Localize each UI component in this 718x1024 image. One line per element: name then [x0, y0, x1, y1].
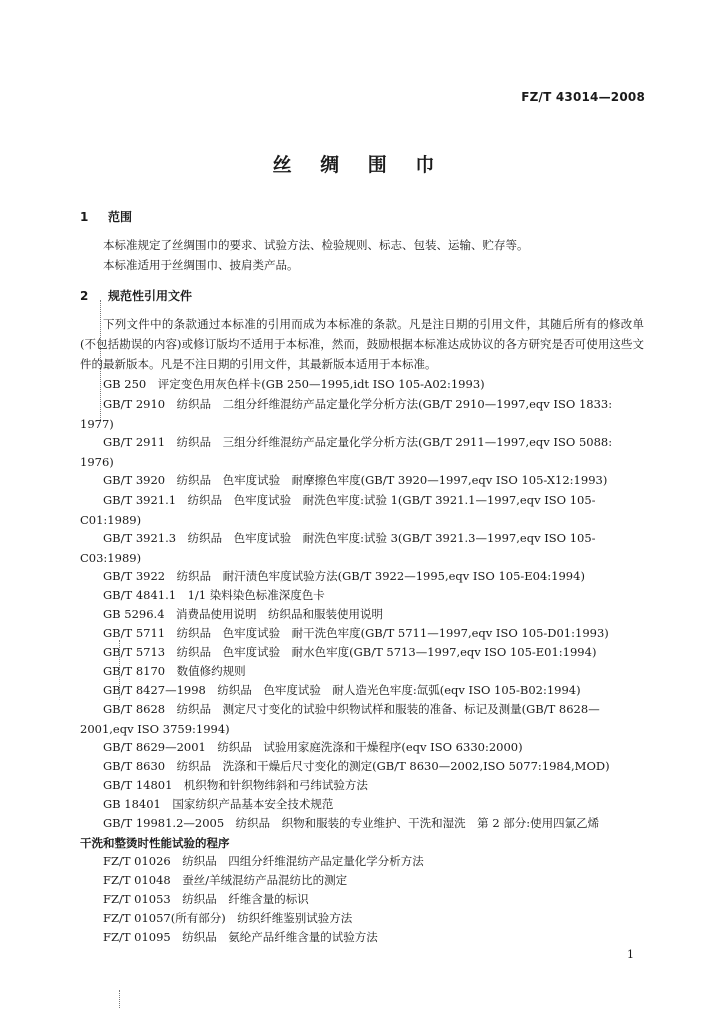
reference-item: GB 250 评定变色用灰色样卡(GB 250—1995,idt ISO 105-A02:1993): [103, 377, 485, 391]
section-number: 2: [80, 289, 89, 303]
paragraph: 本标准规定了丝绸围巾的要求、试验方法、检验规则、标志、包装、运输、贮存等。: [103, 238, 529, 252]
reference-item: GB/T 3921.1 纺织品 色牢度试验 耐洗色牢度:试验 1(GB/T 3921.1—1997,eqv ISO 105- C01:1989): [80, 493, 596, 527]
section-2-heading: [80, 287, 192, 304]
reference-item: GB/T 3922 纺织品 耐汗渍色牢度试验方法(GB/T 3922—1995,eqv ISO 105-E04:1994): [103, 569, 585, 583]
standard-number: FZ/T 43014—2008: [521, 90, 645, 104]
scan-mark: [119, 640, 120, 700]
reference-item: GB/T 19981.2—2005 纺织品 织物和服装的专业维护、干洗和湿洗 第 2 部分:使用四氯乙烯 干洗和整烫时性能试验的程序: [80, 816, 600, 850]
reference-item: GB/T 8629—2001 纺织品 试验用家庭洗涤和干燥程序(eqv ISO 6330:2000): [103, 740, 523, 754]
section-title: 规范性引用文件: [108, 289, 193, 303]
page-number: 1: [627, 948, 634, 961]
section-title: 范围: [108, 210, 133, 224]
reference-item: GB/T 14801 机织物和针织物纬斜和弓纬试验方法: [103, 778, 368, 792]
reference-item: GB/T 8630 纺织品 洗涤和干燥后尺寸变化的测定(GB/T 8630—2002,ISO 5077:1984,MOD): [103, 759, 610, 773]
reference-item: GB/T 8628 纺织品 测定尺寸变化的试验中织物试样和服装的准备、标记及测量(GB/T 8628— 2001,eqv ISO 3759:1994): [80, 702, 600, 736]
reference-item: FZ/T 01026 纺织品 四组分纤维混纺产品定量化学分析方法: [103, 854, 424, 868]
reference-item: GB/T 2910 纺织品 二组分纤维混纺产品定量化学分析方法(GB/T 2910—1997,eqv ISO 1833: 1977): [80, 397, 613, 431]
reference-item: GB/T 3921.3 纺织品 色牢度试验 耐洗色牢度:试验 3(GB/T 3921.3—1997,eqv ISO 105- C03:1989): [80, 531, 596, 565]
reference-item: GB 5296.4 消费品使用说明 纺织品和服装使用说明: [103, 607, 384, 621]
reference-item: FZ/T 01048 蚕丝/羊绒混纺产品混纺比的测定: [103, 873, 348, 887]
scan-mark: [100, 300, 101, 422]
reference-item: GB/T 8170 数值修约规则: [103, 664, 246, 678]
reference-item: FZ/T 01057(所有部分) 纺织纤维鉴别试验方法: [103, 911, 353, 925]
paragraph: 本标准适用于丝绸围巾、披肩类产品。: [103, 258, 299, 272]
scan-mark: [119, 990, 120, 1008]
section-1-heading: [80, 208, 132, 225]
reference-item: FZ/T 01053 纺织品 纤维含量的标识: [103, 892, 309, 906]
reference-item: GB/T 5713 纺织品 色牢度试验 耐水色牢度(GB/T 5713—1997,eqv ISO 105-E01:1994): [103, 645, 597, 659]
paragraph: 下列文件中的条款通过本标准的引用而成为本标准的条款。凡是注日期的引用文件，其随后所有的修改单(不包括勘误的内容)或修订版均不适用于本标准，然而，鼓励根据本标准达成协议的各方研究是否可使用这些文件的最新版本。凡是不注日期的引用文件，其最新版本适用于本标准。: [80, 317, 644, 371]
reference-item: FZ/T 01095 纺织品 氨纶产品纤维含量的试验方法: [103, 930, 378, 944]
reference-item: GB 18401 国家纺织产品基本安全技术规范: [103, 797, 334, 811]
reference-item: GB/T 8427—1998 纺织品 色牢度试验 耐人造光色牢度:氙弧(eqv ISO 105-B02:1994): [103, 683, 581, 697]
reference-item: GB/T 3920 纺织品 色牢度试验 耐摩擦色牢度(GB/T 3920—1997,eqv ISO 105-X12:1993): [103, 473, 608, 487]
reference-item: GB/T 2911 纺织品 三组分纤维混纺产品定量化学分析方法(GB/T 2911—1997,eqv ISO 5088: 1976): [80, 435, 613, 469]
reference-item: GB/T 4841.1 1/1 染料染色标准深度色卡: [103, 588, 325, 602]
document-title: 丝 绸 围 巾: [272, 154, 446, 176]
reference-item: GB/T 5711 纺织品 色牢度试验 耐干洗色牢度(GB/T 5711—1997,eqv ISO 105-D01:1993): [103, 626, 609, 640]
section-number: 1: [80, 210, 89, 224]
